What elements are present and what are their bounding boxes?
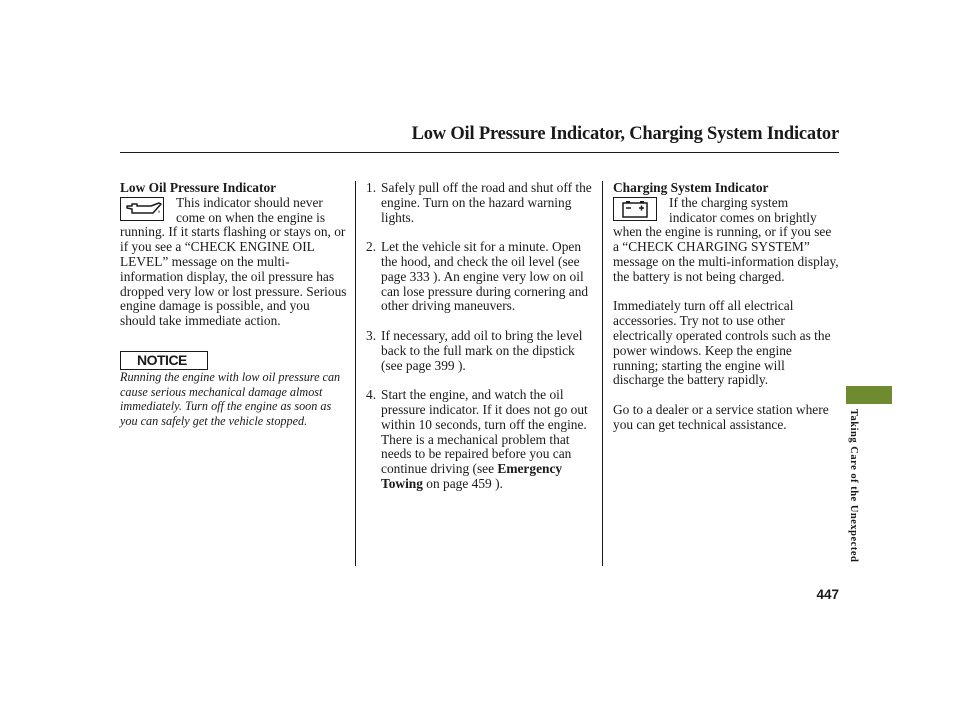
notice-warning-text: Running the engine with low oil pressure can cause serious mechanical damage almost immediately. Turn off the engine as soon as you can safely get the vehicle stopped. (120, 369, 341, 429)
charging-system-body: If the charging system indicator comes on brightly when the engine is running, or if you see a “CHECK CHARGING SYSTEM” message on the multi-information display, the battery is not being charged. (613, 194, 839, 284)
step-3 (366, 329, 594, 373)
notice-label: NOTICE (120, 351, 208, 370)
step-2 (366, 240, 594, 314)
battery-icon (613, 197, 657, 221)
step-text: Let the vehicle sit for a minute. Open the hood, and check the oil level (see page 333 ). An engine very low on oil can lose pressure during cornering and other driving maneuvers. (381, 239, 589, 314)
column-divider-right (602, 181, 603, 566)
section-label: Taking Care of the Unexpected (848, 409, 859, 563)
step-text: Safely pull off the road and shut off the engine. Turn on the hazard warning lights. (381, 180, 592, 225)
charging-system-heading: Charging System Indicator (613, 180, 769, 195)
right-column (613, 181, 839, 433)
emergency-towing-link[interactable]: Emergency Towing (381, 461, 563, 491)
charging-system-para-3: Go to a dealer or a service station where you can get technical assistance. (613, 401, 829, 432)
step-number: 2. (366, 239, 377, 255)
page-title: Low Oil Pressure Indicator, Charging System Indicator (411, 124, 839, 144)
oil-pressure-body: This indicator should never come on when the engine is running. If it starts flashing or stays on, or if you see a “CHECK ENGINE OIL LEVEL” message on the multi-information display, the oil pressure has dropped very low or lost pressure. Serious engine damage is possible, and you should take immediate action. (120, 194, 347, 329)
step-number: 1. (366, 180, 377, 195)
step-text: If necessary, add oil to bring the level back to the full mark on the dipstick (see page 399 ). (381, 327, 583, 373)
step-number: 3. (366, 327, 377, 343)
middle-column (366, 181, 594, 507)
charging-system-para-2: Immediately turn off all electrical accessories. Try not to use other electrically operated controls such as the power windows. Keep the engine running; starting the engine will discharge the battery rapidly. (613, 298, 831, 388)
step-4 (366, 388, 594, 492)
step-number: 4. (366, 387, 377, 403)
section-tab (846, 386, 892, 404)
step-text-after: on page 459 ). (426, 475, 503, 491)
title-divider (120, 152, 839, 153)
column-divider-left (355, 181, 356, 566)
page-number: 447 (816, 587, 839, 602)
step-1 (366, 181, 594, 225)
step-text: Start the engine, and watch the oil pressure indicator. If it does not go out within 10 seconds, turn off the engine. There is a mechanical problem that needs to be repaired before you can continue driving (see (381, 387, 588, 477)
oil-can-icon (120, 197, 164, 221)
left-column (120, 181, 348, 429)
oil-pressure-heading: Low Oil Pressure Indicator (120, 180, 277, 195)
procedure-steps (366, 181, 594, 492)
